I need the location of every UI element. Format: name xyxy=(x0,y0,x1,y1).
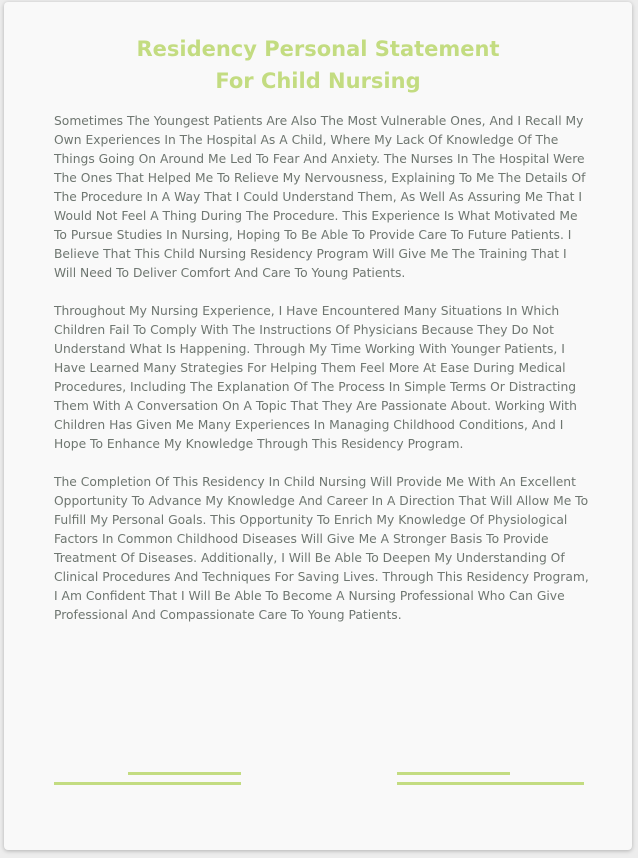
signature-line-right xyxy=(397,782,584,785)
paragraph-2: Throughout My Nursing Experience, I Have Encountered Many Situations In Which Children Fail To Comply With The Instructions Of Physicians Because They Do Not Understand What Is Happening. Through My Time Working With Younger Patients, I Have Learned Many Strategies For Helping Them Feel More At Ease During Medical Procedures, Including The Explanation Of The Process In Simple Terms Or Distracting Them With A Conversation On A Topic That They Are Passionate About. Working With Children Has Given Me Many Experiences In Managing Childhood Conditions, And I Hope To Enhance My Knowledge Through This Residency Program. xyxy=(54,304,577,451)
paragraph-1: Sometimes The Youngest Patients Are Also The Most Vulnerable Ones, And I Recall My Own Experiences In The Hospital As A Child, Where My Lack Of Knowledge Of The Things Going On Around Me Led To Fear And Anxiety. The Nurses In The Hospital Were The Ones That Helped Me To Relieve My Nervousness, Explaining To Me The Details Of The Procedure In A Way That I Could Understand Them, As Well As Assuring Me That I Would Not Feel A Thing During The Procedure. This Experience Is What Motivated Me To Pursue Studies In Nursing, Hoping To Be Able To Provide Care To Future Patients. I Believe That This Child Nursing Residency Program Will Give Me The Training That I Will Need To Deliver Comfort And Care To Young Patients. xyxy=(54,114,586,280)
signature-line-right-top xyxy=(397,772,510,775)
document-page xyxy=(4,2,632,850)
signature-line-left xyxy=(54,782,241,785)
title-line-1: Residency Personal Statement xyxy=(136,37,500,61)
page-title xyxy=(4,33,632,97)
signature-line-left-top xyxy=(128,772,241,775)
statement-body xyxy=(54,112,590,644)
title-line-2: For Child Nursing xyxy=(215,69,421,93)
paragraph-3: The Completion Of This Residency In Child Nursing Will Provide Me With An Excellent Opportunity To Advance My Knowledge And Career In A Direction That Will Allow Me To Fulfill My Personal Goals. This Opportunity To Enrich My Knowledge Of Physiological Factors In Common Childhood Diseases Will Give Me A Stronger Basis To Provide Treatment Of Diseases. Additionally, I Will Be Able To Deepen My Understanding Of Clinical Procedures And Techniques For Saving Lives. Through This Residency Program, I Am Confident That I Will Be Able To Become A Nursing Professional Who Can Give Professional And Compassionate Care To Young Patients. xyxy=(54,475,589,622)
